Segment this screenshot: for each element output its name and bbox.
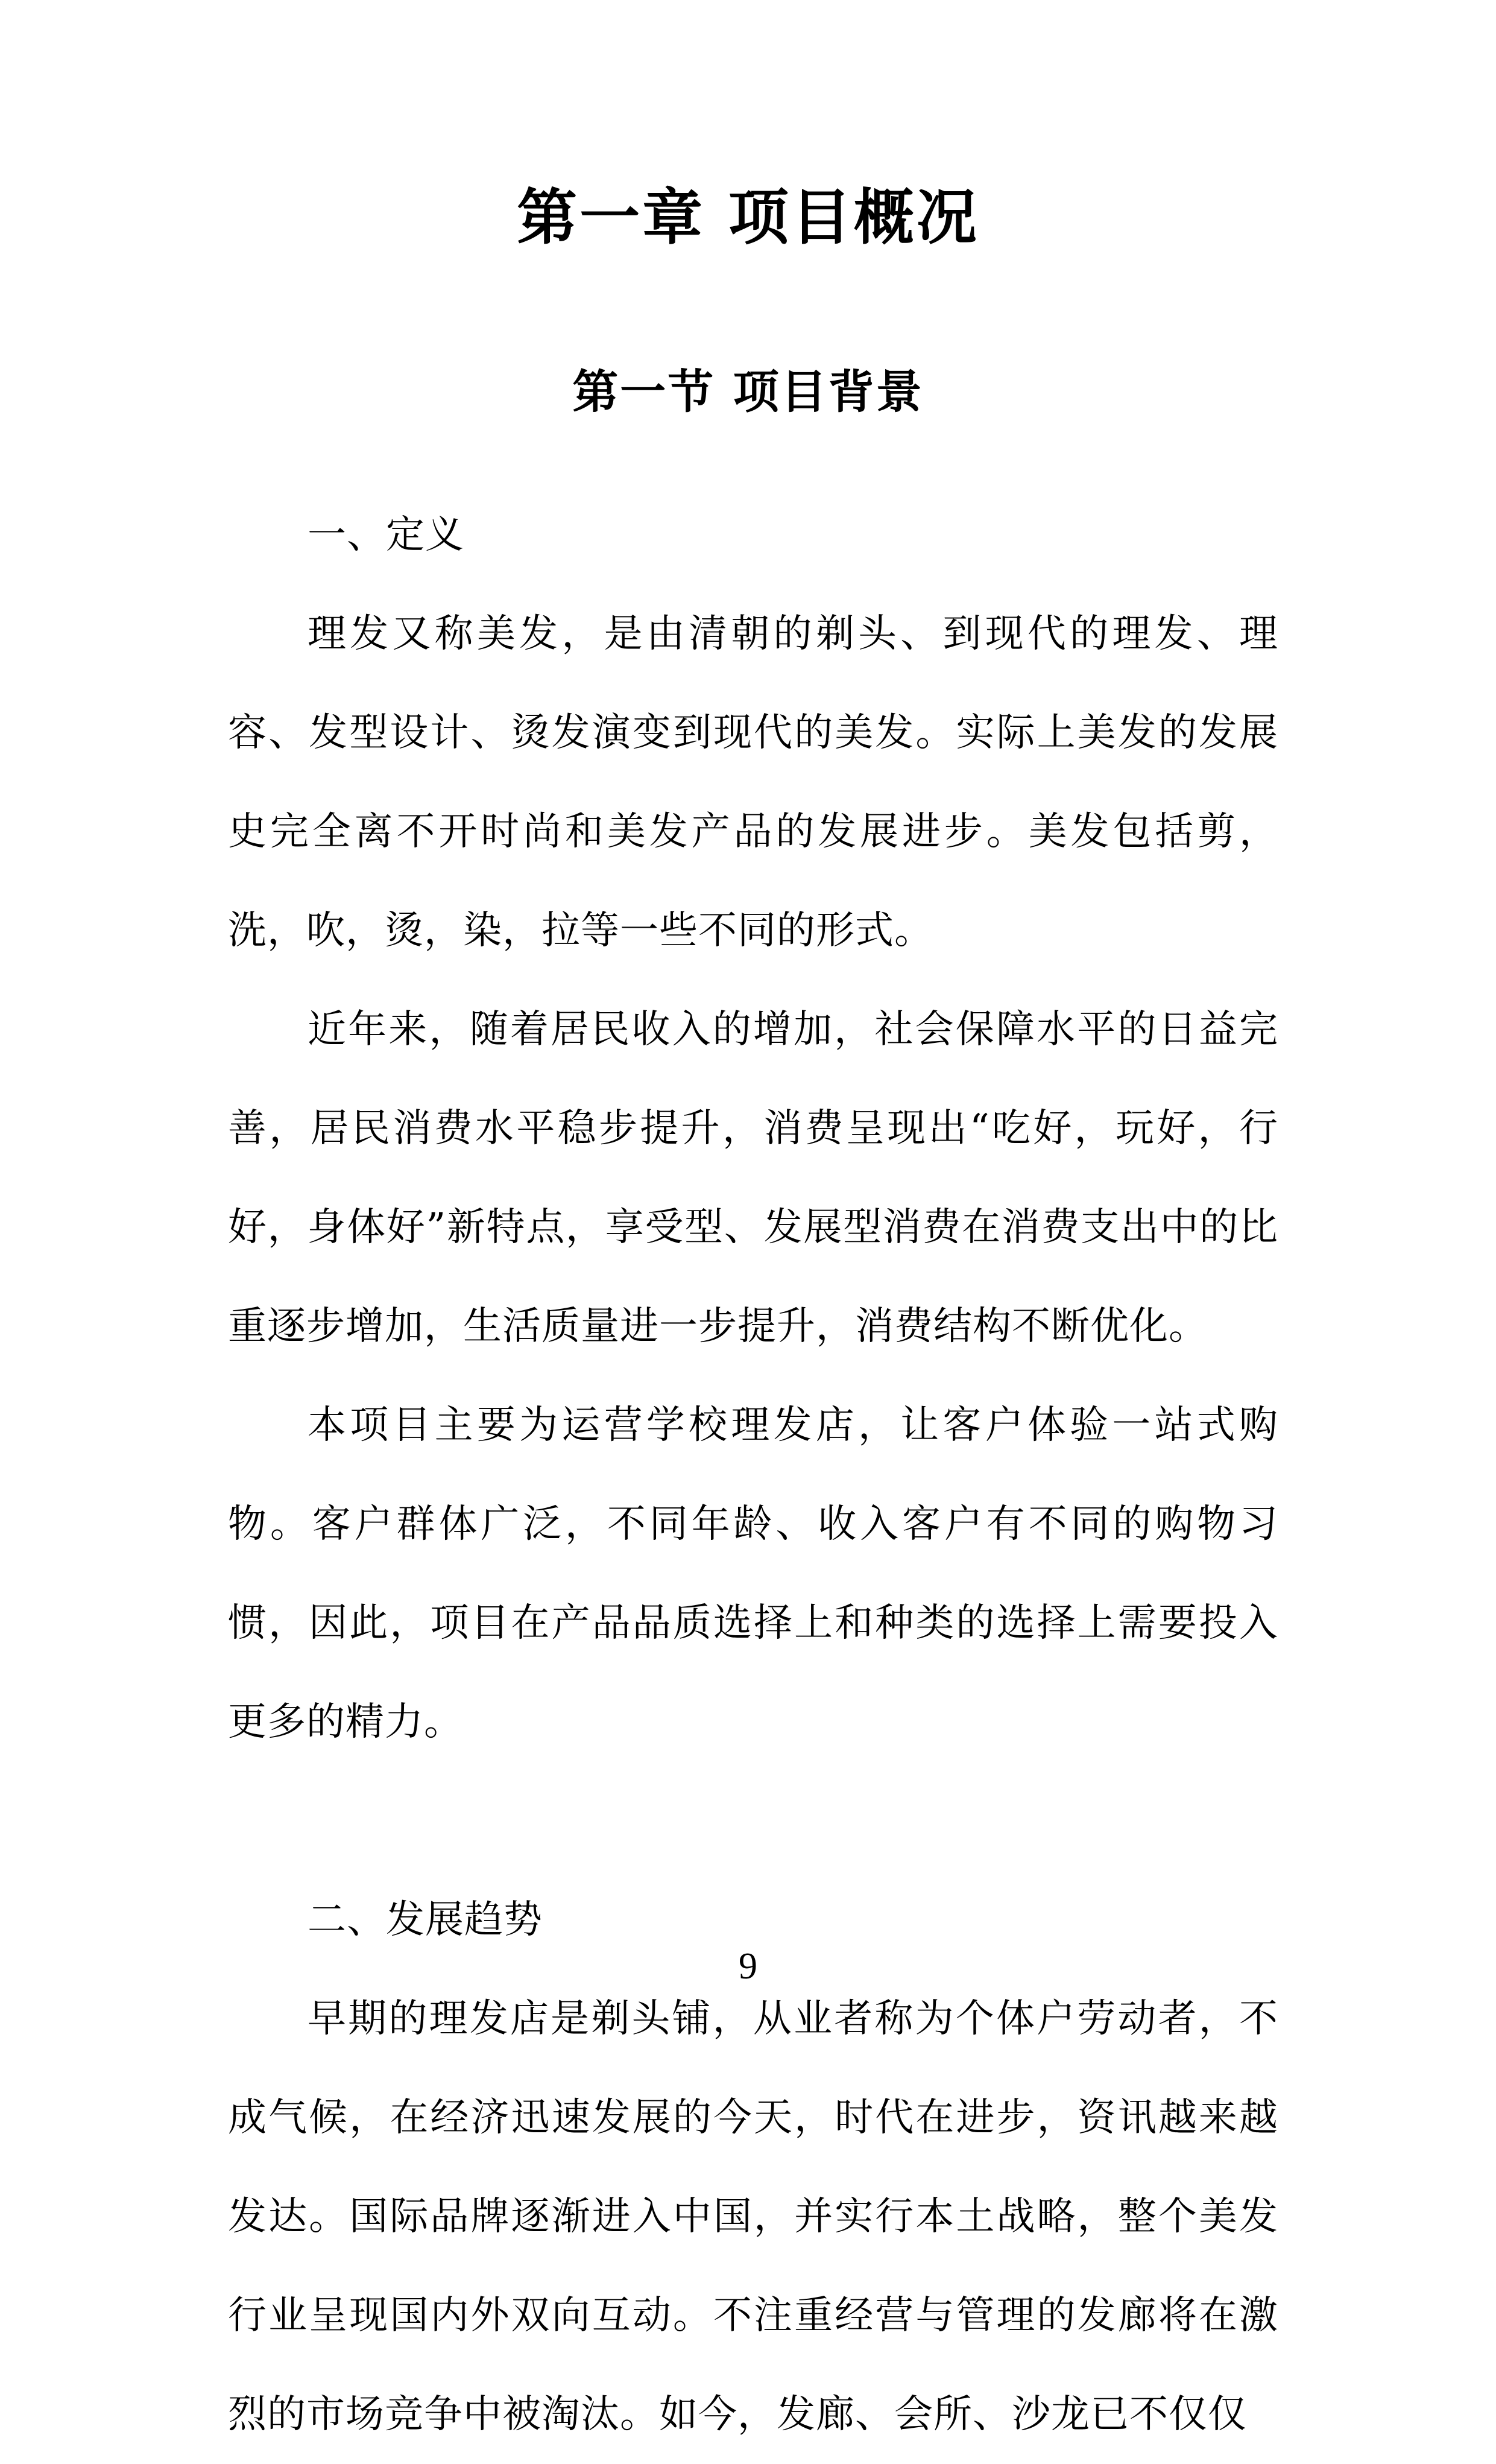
page-number: 9	[739, 1946, 757, 1987]
document-body	[228, 486, 1278, 2464]
spacer	[228, 1772, 1278, 1870]
paragraph-consumption: 近年来，随着居民收入的增加，社会保障水平的日益完善，居民消费水平稳步提升，消费呈现出“吃好，玩好，行好，身体好”新特点，享受型、发展型消费在消费支出中的比重逐步增加，生活质量进一步提升，消费结构不断优化。	[228, 1007, 1278, 1349]
paragraph-project: 本项目主要为运营学校理发店，让客户体验一站式购物。客户群体广泛，不同年龄、收入客户有不同的购物习惯，因此，项目在产品品质选择上和种类的选择上需要投入更多的精力。	[228, 1403, 1278, 1744]
subsection-heading-definition: 一、定义	[308, 513, 464, 557]
paragraph-definition: 理发又称美发，是由清朝的剃头、到现代的理发、理容、发型设计、烫发演变到现代的美发。实际上美发的发展史完全离不开时尚和美发产品的发展进步。美发包括剪，洗，吹，烫，染，拉等一些不同的形式。	[228, 612, 1278, 953]
paragraph-trend: 早期的理发店是剃头铺，从业者称为个体户劳动者，不成气候，在经济迅速发展的今天，时代在进步，资讯越来越发达。国际品牌逐渐进入中国，并实行本土战略，整个美发行业呈现国内外双向互动。不注重经营与管理的发廊将在激烈的市场竞争中被淘汰。如今，发廊、会所、沙龙已不仅仅	[228, 1997, 1278, 2437]
subsection-heading-trend: 二、发展趋势	[308, 1898, 543, 1942]
section-title: 第一节 项目背景	[572, 365, 924, 419]
chapter-title: 第一章 项目概况	[517, 182, 979, 253]
